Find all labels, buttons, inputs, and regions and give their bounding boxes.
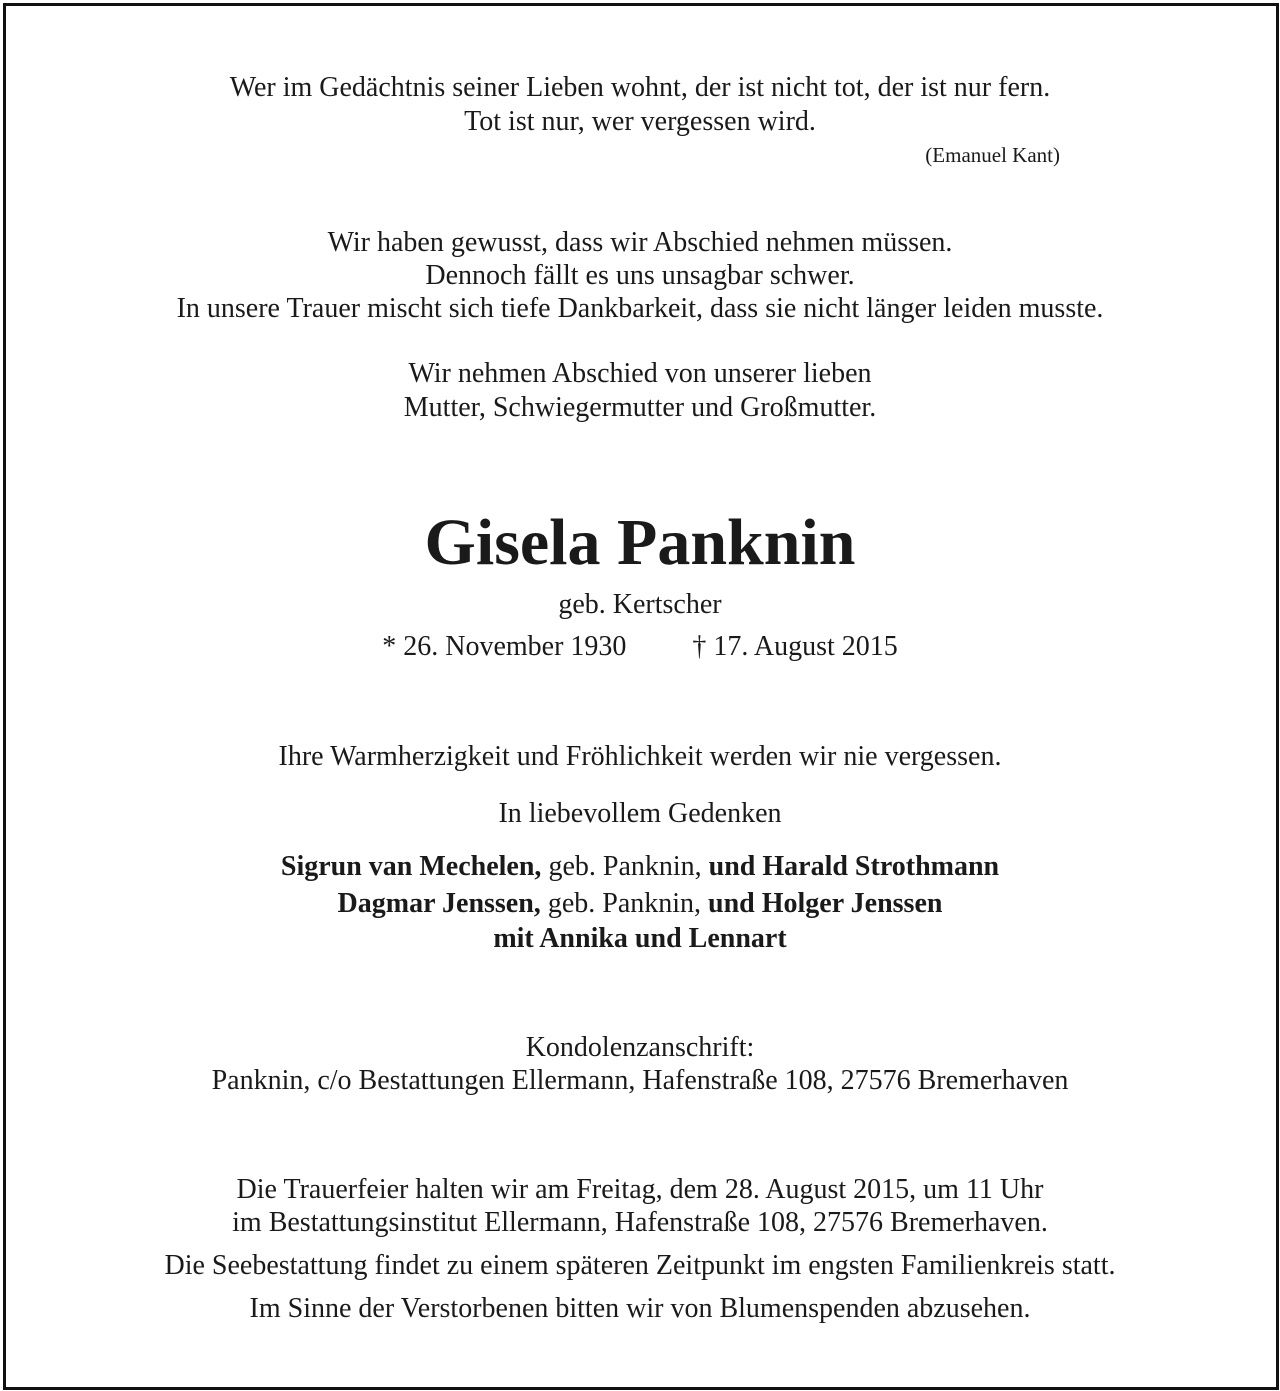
death-date: † 17. August 2015 <box>692 631 898 662</box>
mourner-row: mit Annika und Lennart <box>493 923 787 954</box>
birth-name: geb. Kertscher <box>558 589 722 620</box>
farewell-line-2: Dennoch fällt es uns unsagbar schwer. <box>425 260 855 291</box>
mourner-partner: und Harald Strothmann <box>708 851 1000 882</box>
life-dates <box>0 631 1280 663</box>
mourner-name: Sigrun van Mechelen, <box>280 851 542 882</box>
mourner-name: Dagmar Jenssen, <box>337 888 541 919</box>
condolence-label: Kondolenzanschrift: <box>525 1032 755 1063</box>
remembrance-line-2: In liebevollem Gedenken <box>498 798 782 829</box>
funeral-line-4: Im Sinne der Verstorbenen bitten wir von Blumenspenden abzusehen. <box>249 1293 1031 1324</box>
mourner-row <box>0 888 1280 920</box>
funeral-line-2: im Bestattungsinstitut Ellermann, Hafenstraße 108, 27576 Bremerhaven. <box>232 1207 1048 1238</box>
quote-line-1: Wer im Gedächtnis seiner Lieben wohnt, der ist nicht tot, der ist nur fern. <box>229 72 1051 103</box>
remembrance-line-1: Ihre Warmherzigkeit und Fröhlichkeit werden wir nie vergessen. <box>278 741 1002 772</box>
farewell-line-5: Mutter, Schwiegermutter und Großmutter. <box>403 392 877 423</box>
quote-line-2: Tot ist nur, wer vergessen wird. <box>464 106 816 137</box>
quote-author: (Emanuel Kant) <box>925 143 1060 167</box>
birth-date: * 26. November 1930 <box>382 631 627 662</box>
farewell-line-3: In unsere Trauer mischt sich tiefe Dankbarkeit, dass sie nicht länger leiden musste. <box>176 293 1104 324</box>
funeral-line-1: Die Trauerfeier halten wir am Freitag, dem 28. August 2015, um 11 Uhr <box>236 1174 1044 1205</box>
deceased-name: Gisela Panknin <box>424 506 856 579</box>
mourner-partner: und Holger Jenssen <box>708 888 943 919</box>
farewell-line-4: Wir nehmen Abschied von unserer lieben <box>408 358 872 389</box>
funeral-line-3: Die Seebestattung findet zu einem späteren Zeitpunkt im engsten Familienkreis statt. <box>164 1250 1116 1281</box>
farewell-line-1: Wir haben gewusst, dass wir Abschied nehmen müssen. <box>327 227 953 258</box>
mourner-birth-name: geb. Panknin, <box>541 851 709 882</box>
condolence-address: Panknin, c/o Bestattungen Ellermann, Hafenstraße 108, 27576 Bremerhaven <box>211 1065 1069 1096</box>
mourner-birth-name: geb. Panknin, <box>540 888 709 919</box>
mourner-row <box>0 851 1280 883</box>
